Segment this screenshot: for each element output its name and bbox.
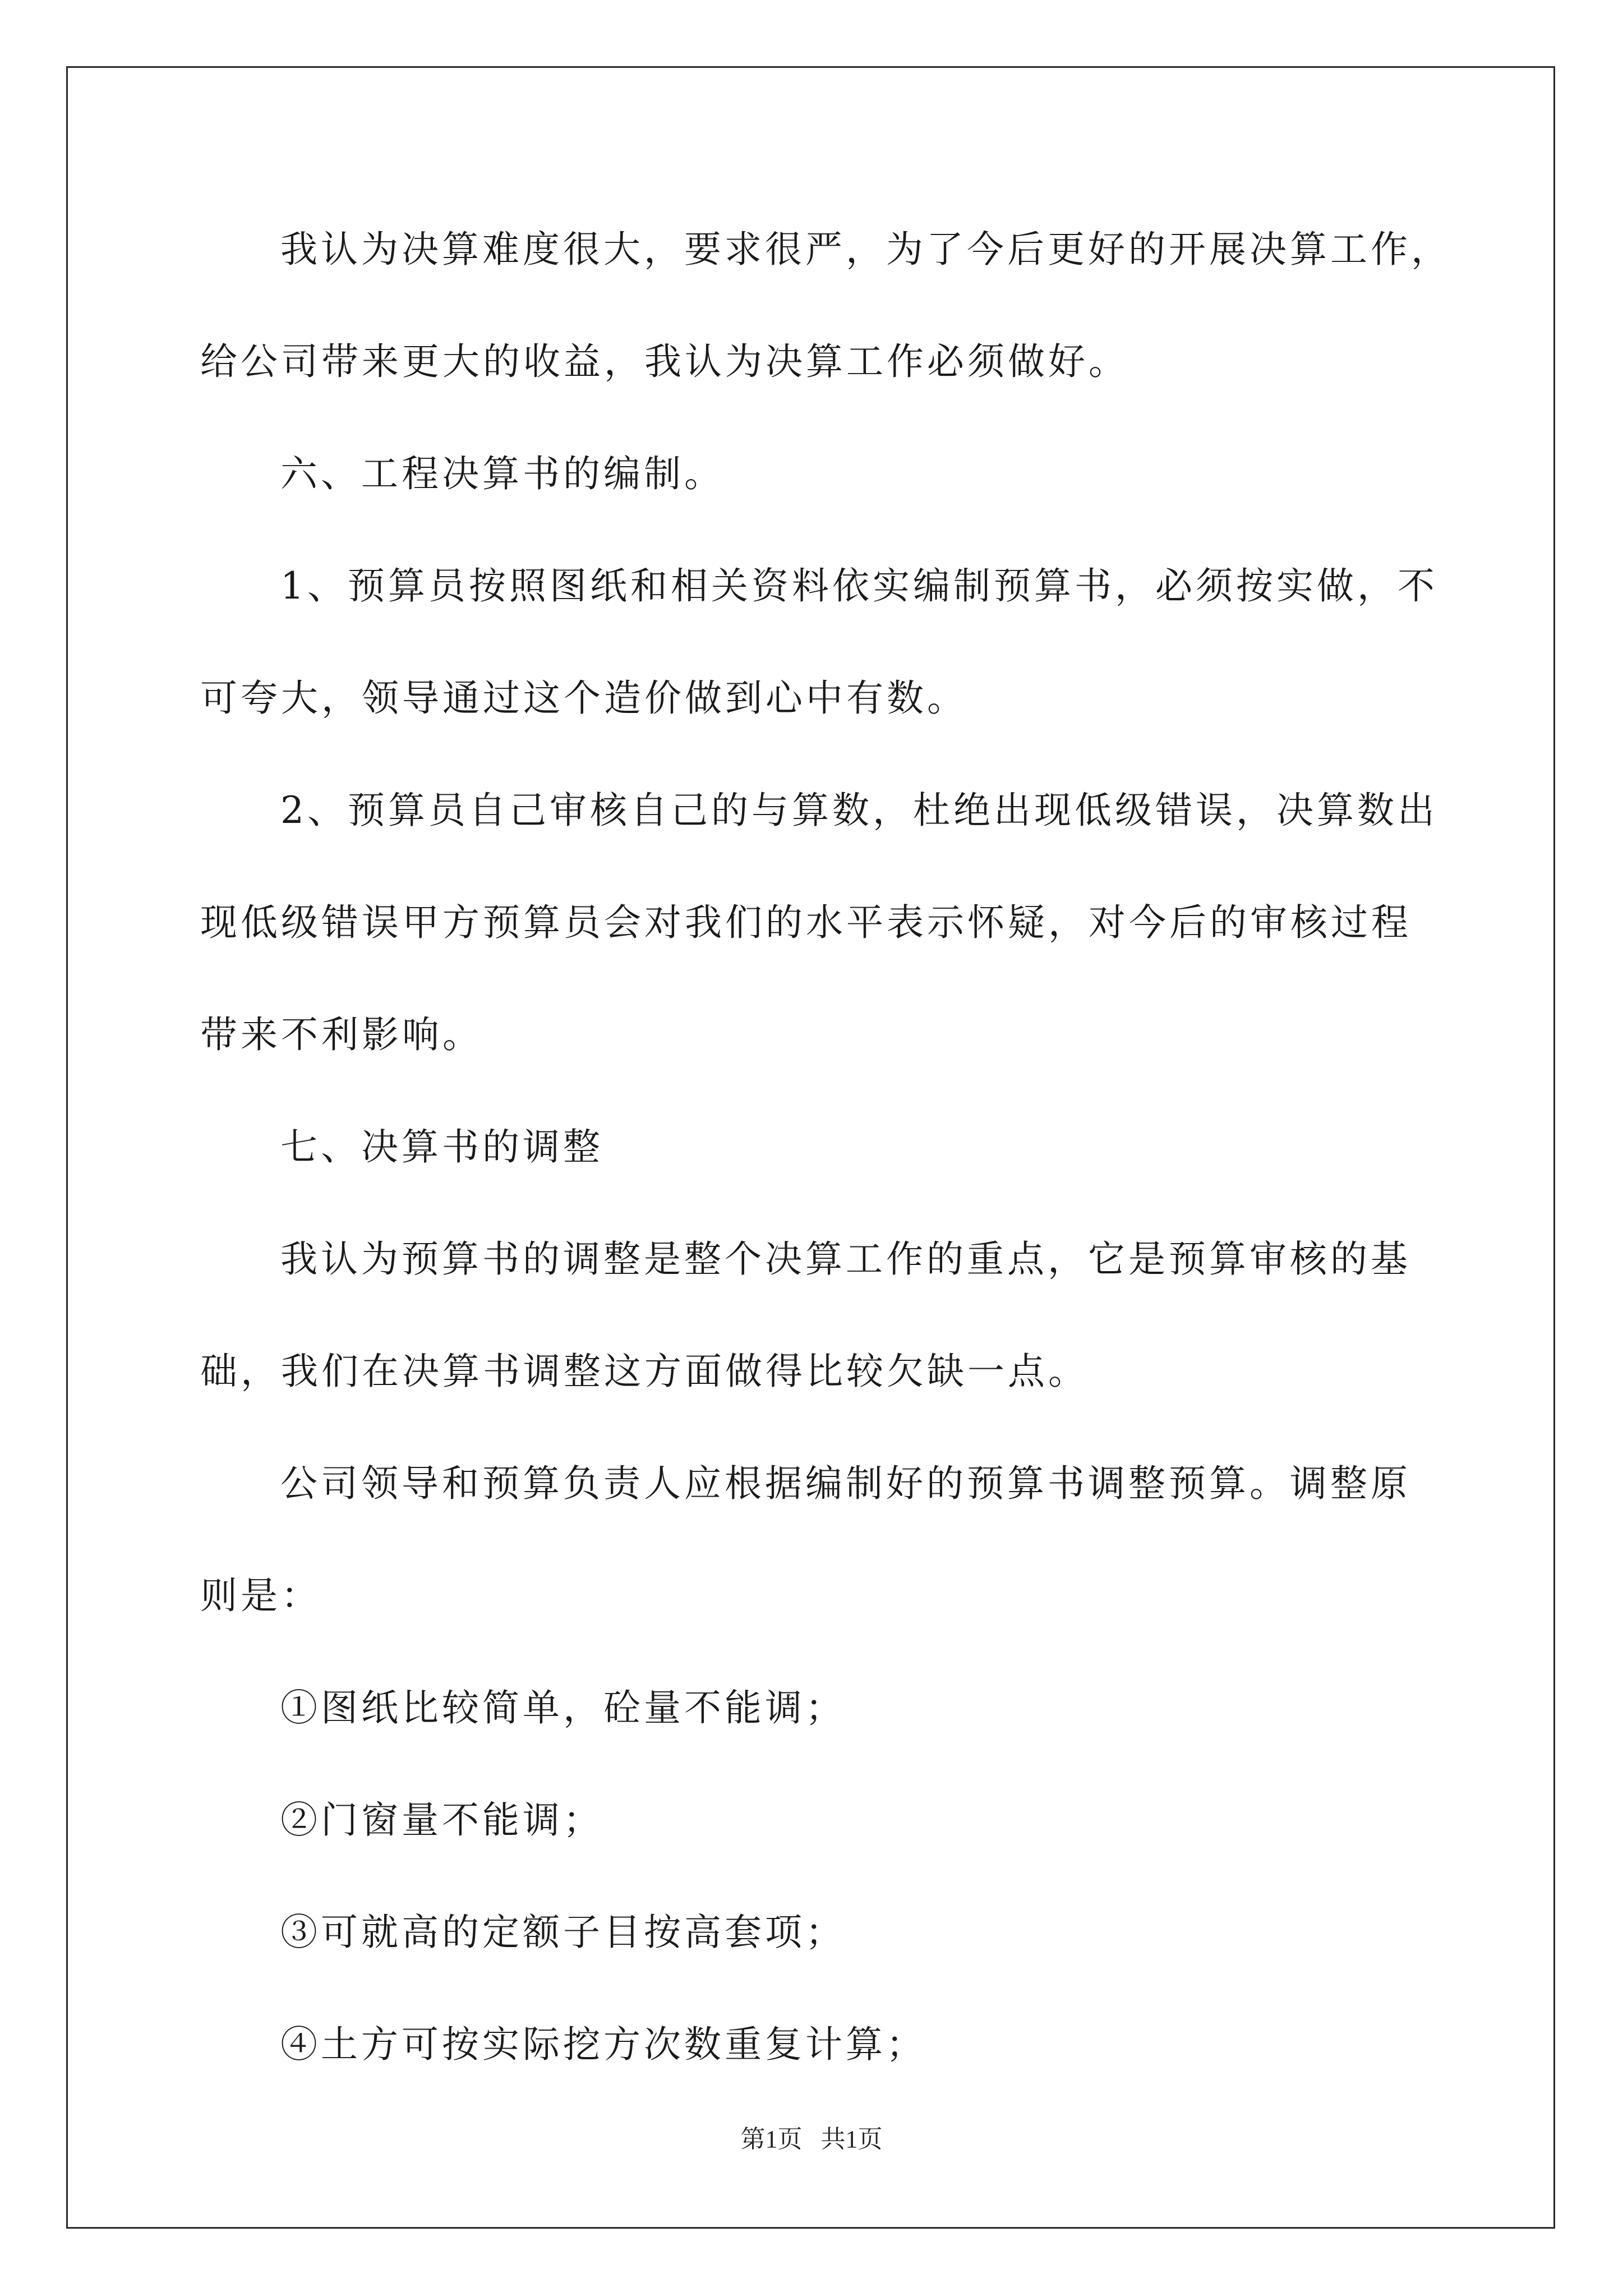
paragraph-line: 可夸大，领导通过这个造价做到心中有数。 [200,677,967,720]
paragraph-line: 我认为决算难度很大，要求很严，为了今后更好的开展决算工作， [280,228,1451,271]
paragraph-line: 则是： [200,1574,321,1617]
list-item: ①图纸比较简单，砼量不能调； [280,1686,846,1729]
paragraph-line: 2、预算员自己审核自己的与算数，杜绝出现低级错误，决算数出 [280,789,1438,832]
paragraph-line: 给公司带来更大的收益，我认为决算工作必须做好。 [200,340,1129,383]
paragraph-line: 1、预算员按照图纸和相关资料依实编制预算书，必须按实做，不 [280,564,1438,608]
page-number-footer: 第1页 共1页 [740,2125,883,2153]
paragraph-line: 公司领导和预算负责人应根据编制好的预算书调整预算。调整原 [280,1462,1411,1505]
section-heading: 七、决算书的调整 [280,1125,603,1168]
paragraph-line: 带来不利影响。 [200,1013,483,1056]
paragraph-line: 我认为预算书的调整是整个决算工作的重点，它是预算审核的基 [280,1237,1411,1281]
list-item: ④土方可按实际挖方次数重复计算； [280,2023,926,2066]
paragraph-line: 现低级错误甲方预算员会对我们的水平表示怀疑，对今后的审核过程 [200,901,1412,944]
paragraph-line: 础，我们在决算书调整这方面做得比较欠缺一点。 [200,1350,1089,1393]
list-item: ②门窗量不能调； [280,1798,603,1842]
list-item: ③可就高的定额子目按高套项； [280,1911,846,1954]
section-heading: 六、工程决算书的编制。 [280,452,725,495]
